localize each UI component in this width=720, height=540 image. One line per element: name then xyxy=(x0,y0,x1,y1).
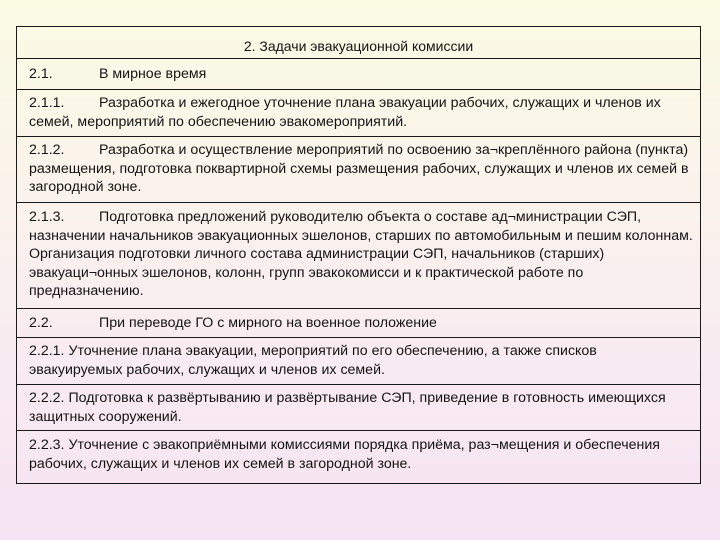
section-2-1-3 xyxy=(29,208,694,301)
row-divider xyxy=(17,136,700,137)
section-2-1-1 xyxy=(29,94,694,131)
row-divider xyxy=(17,337,700,338)
section-number: 2.1.2. xyxy=(29,142,65,158)
section-number: 2.1. xyxy=(29,66,53,82)
section-2-2 xyxy=(29,314,694,333)
section-2-2-2 xyxy=(29,389,694,426)
row-divider xyxy=(17,202,700,203)
row-divider xyxy=(17,58,700,59)
section-text: При переводе ГО с мирного на военное положение xyxy=(99,315,437,331)
section-text: 2.2.1. Уточнение плана эвакуации, мероприятий по его обеспечению, а также списков эвакуируемых рабочих, служащих и членов их семей. xyxy=(29,343,597,378)
row-divider xyxy=(17,384,700,385)
section-2-2-3 xyxy=(29,436,694,473)
section-text: 2.2.2. Подготовка к развёртыванию и развёртывание СЭП, приведение в готовность имеющихся защитных сооружений. xyxy=(29,390,666,425)
section-text: Разработка и ежегодное уточнение плана эвакуации рабочих, служащих и членов их семей, мероприятий по обеспечению эвакомероприятий. xyxy=(29,95,661,130)
section-text: В мирное время xyxy=(99,66,207,82)
row-divider xyxy=(17,308,700,309)
section-2-1 xyxy=(29,65,694,84)
tasks-table xyxy=(16,26,701,484)
row-divider xyxy=(17,430,700,431)
section-number: 2.1.1. xyxy=(29,95,65,111)
page-title: 2. Задачи эвакуационной комиссии xyxy=(243,38,474,54)
section-text: Разработка и осуществление мероприятий по освоению за¬креплённого района (пункта) размещения, подготовка поквартирной схемы размещения рабочих, служащих и членов их семей в загородной зоне. xyxy=(29,142,689,196)
section-2-1-2 xyxy=(29,141,694,197)
section-text: 2.2.3. Уточнение с эвакоприёмными комиссиями порядка приёма, раз¬мещения и обеспечения рабочих, служащих и членов их семей в загородной зоне. xyxy=(29,437,660,472)
section-text: Подготовка предложений руководителю объекта о составе ад¬министрации СЭП, назначении начальников эвакуационных эшелонов, старших по автомобильным и пешим колоннам. Организация подготовки личного состава администрации СЭП, начальников (старших) эвакуаци¬онных эшелонов, колонн, групп эвакокомисси и к практической работе по предназначению. xyxy=(29,209,693,300)
section-2-2-1 xyxy=(29,342,694,379)
section-number: 2.1.3. xyxy=(29,209,65,225)
row-divider xyxy=(17,89,700,90)
section-number: 2.2. xyxy=(29,315,53,331)
